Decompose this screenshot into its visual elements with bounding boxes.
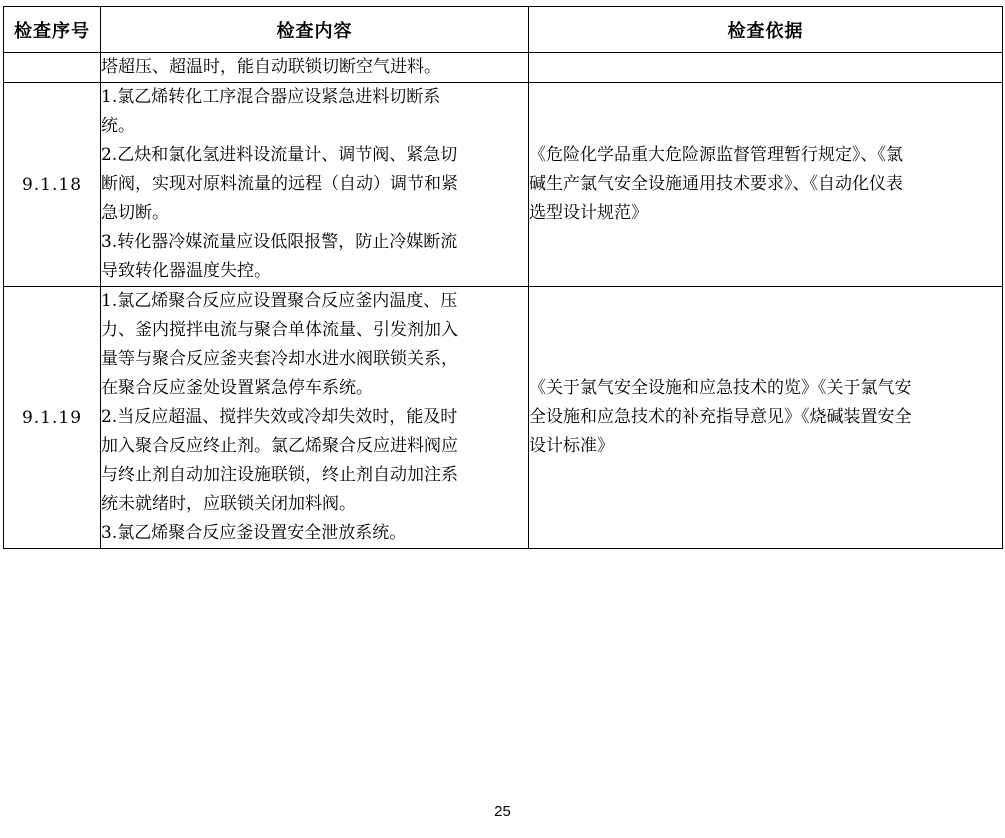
content-line: 力、釜内搅拌电流与聚合单体流量、引发剂加入 [101, 320, 458, 340]
inspection-basis-cell [529, 83, 1003, 287]
content-line: 急切断。 [101, 203, 169, 223]
content-line: 3.转化器冷媒流量应设低限报警，防止冷媒断流 [101, 232, 458, 252]
content-line: 统未就绪时，应联锁关闭加料阀。 [101, 494, 356, 514]
header-row [4, 7, 1003, 53]
basis-line: 《关于氯气安全设施和应急技术的览》《关于氯气安 [529, 378, 912, 398]
header-inspection-basis: 检查依据 [529, 7, 1003, 53]
header-inspection-no: 检查序号 [4, 7, 101, 53]
inspection-basis-cell [529, 287, 1003, 549]
inspection-content-cell [101, 83, 529, 287]
basis-line: 全设施和应急技术的补充指导意见》《烧碱装置安全 [529, 407, 912, 427]
table-row-9-1-19 [4, 287, 1003, 549]
basis-line: 碱生产氯气安全设施通用技术要求》、《自动化仪表 [529, 174, 903, 194]
page-number: 25 [494, 803, 511, 820]
content-line: 3.氯乙烯聚合反应釜设置安全泄放系统。 [101, 523, 407, 543]
content-line: 2.乙炔和氯化氢进料设流量计、调节阀、紧急切 [101, 145, 458, 165]
inspection-table [3, 6, 1003, 549]
basis-line: 设计标准》 [529, 436, 614, 456]
basis-line: 选型设计规范》 [529, 203, 648, 223]
continuation-basis-cell [529, 53, 1003, 83]
inspection-no-cell: 9.1.18 [4, 83, 101, 287]
content-line: 1.氯乙烯转化工序混合器应设紧急进料切断系 [101, 87, 441, 107]
content-line: 加入聚合反应终止剂。氯乙烯聚合反应进料阀应 [101, 436, 458, 456]
basis-line: 《危险化学品重大危险源监督管理暂行规定》、《氯 [529, 145, 903, 165]
continuation-no-cell [4, 53, 101, 83]
content-line: 与终止剂自动加注设施联锁，终止剂自动加注系 [101, 465, 458, 485]
content-line: 统。 [101, 116, 135, 136]
content-line: 1.氯乙烯聚合反应应设置聚合反应釜内温度、压 [101, 291, 458, 311]
content-line: 2.当反应超温、搅拌失效或冷却失效时，能及时 [101, 407, 458, 427]
content-line: 导致转化器温度失控。 [101, 261, 271, 281]
header-inspection-content: 检查内容 [101, 7, 529, 53]
inspection-content-cell [101, 287, 529, 549]
content-line: 量等与聚合反应釜夹套冷却水进水阀联锁关系， [101, 349, 458, 369]
content-line: 在聚合反应釜处设置紧急停车系统。 [101, 378, 373, 398]
table-row-continuation [4, 53, 1003, 83]
content-line: 塔超压、超温时，能自动联锁切断空气进料。 [101, 57, 441, 77]
continuation-content-cell [101, 53, 529, 83]
inspection-no-cell: 9.1.19 [4, 287, 101, 549]
content-line: 断阀，实现对原料流量的远程（自动）调节和紧 [101, 174, 458, 194]
table-row-9-1-18 [4, 83, 1003, 287]
